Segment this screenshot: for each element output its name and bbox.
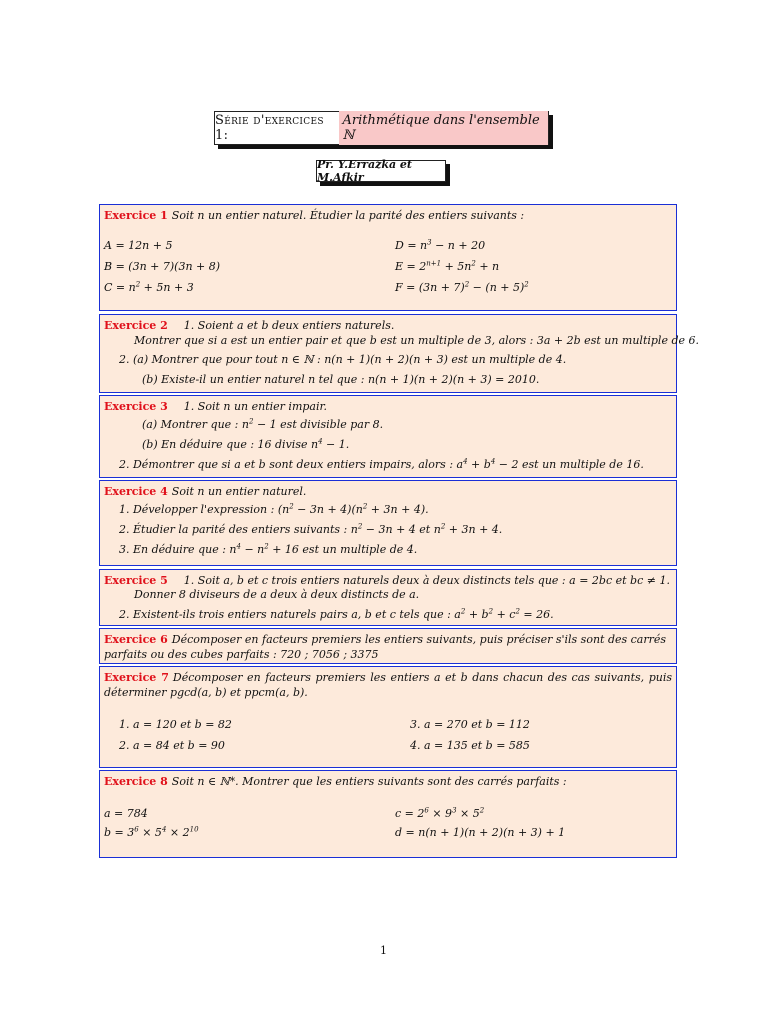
- exercise-8: Exercice 8 Soit n ∈ ℕ*. Montrer que les entiers suivants sont des carrés parfaits : a = 784 $b = 3^6 \times 5^4 \times 2^{10}$ $c = 2^6 \times 9^3 \times 5^2$ d = n(n + 1)(n + 2)(n + 3) + 1: [99, 770, 677, 858]
- exercise-7: Exercice 7 Décomposer en facteurs premiers les entiers a et b dans chacun des cas suivants, puis déterminer pgcd(a, b) et ppcm(a, b). 1. a = 120 et b = 82 2. a = 84 et b = 90 3. a = 270 et b = 112 4. a = 135 et b = 585: [99, 666, 677, 768]
- exercise-3: Exercice 3 1. Soit n un entier impair. (a) Montrer que : $n^2 - 1$ est divisible par 8. (b) En déduire que : 16 divise $n^4 - 1$. 2. Démontrer que si a et b sont deux entiers impairs, alors : $a^4 + b^4 - 2$ est un multiple de 16.: [99, 395, 677, 478]
- expr-a: A = 12n + 5: [104, 239, 173, 252]
- document-title: Arithmétique dans l'ensemble ℕ: [339, 111, 548, 145]
- expr-b: B = (3n + 7)(3n + 8): [104, 260, 221, 273]
- exercise-label: Exercice 1: [104, 209, 168, 222]
- exercise-label: Exercice 4: [104, 485, 168, 498]
- exercise-6: Exercice 6 Décomposer en facteurs premiers les entiers suivants, puis préciser s'ils sont des carrés parfaits ou des cubes parfaits : 720 ; 7056 ; 3375: [99, 628, 677, 664]
- exercise-1: [99, 204, 677, 311]
- authors-box: Pr. Y.Errazka et M.Afkir: [316, 160, 446, 182]
- exercise-2: Exercice 2 1. Soient a et b deux entiers naturels. Montrer que si a est un entier pair et que b est un multiple de 3, alors : 3a + 2b est un multiple de 6. 2. (a) Montrer que pour tout n ∈ ℕ : n(n + 1)(n + 2)(n + 3) est un multiple de 4. (b) Existe-il un entier naturel n tel que : n(n + 1)(n + 2)(n + 3) = 2010.: [99, 314, 677, 393]
- exercise-statement: Soit n un entier naturel. Étudier la parité des entiers suivants :: [171, 209, 525, 222]
- exercise-label: Exercice 2: [104, 319, 168, 332]
- exercise-label: Exercice 7: [104, 671, 169, 684]
- exercise-label: Exercice 8: [104, 775, 168, 788]
- exercise-label: Exercice 5: [104, 574, 168, 587]
- expr-d: $D = n^3 - n + 20$: [395, 238, 486, 252]
- exercise-4: Exercice 4 Soit n un entier naturel. 1. Développer l'expression : $(n^2 - 3n + 4)(n^2 + 3n + 4)$. 2. Étudier la parité des entiers suivants : $n^2 - 3n + 4$ et $n^2 + 3n + 4$. 3. En déduire que : $n^4 - n^2 + 16$ est un multiple de 4.: [99, 480, 677, 566]
- document-title-box: [214, 111, 549, 145]
- expr-e: $E = 2^{n+1} + 5n^2 + n$: [395, 259, 500, 273]
- page-number: 1: [380, 944, 387, 957]
- exercise-label: Exercice 6: [104, 633, 168, 646]
- expr-c: $C = n^2 + 5n + 3$: [104, 280, 194, 294]
- exercise-label: Exercice 3: [104, 400, 168, 413]
- series-label: Série d'exercices 1:: [215, 113, 324, 143]
- expr-f: $F = (3n + 7)^2 - (n + 5)^2$: [395, 280, 529, 294]
- exercise-5: Exercice 5 1. Soit a, b et c trois entiers naturels deux à deux distincts tels que : a = 2bc et bc ≠ 1. Donner 8 diviseurs de a deux à deux distincts de a. 2. Existent-ils trois entiers naturels pairs a, b et c tels que : $a^2 + b^2 + c^2 = 26$.: [99, 569, 677, 626]
